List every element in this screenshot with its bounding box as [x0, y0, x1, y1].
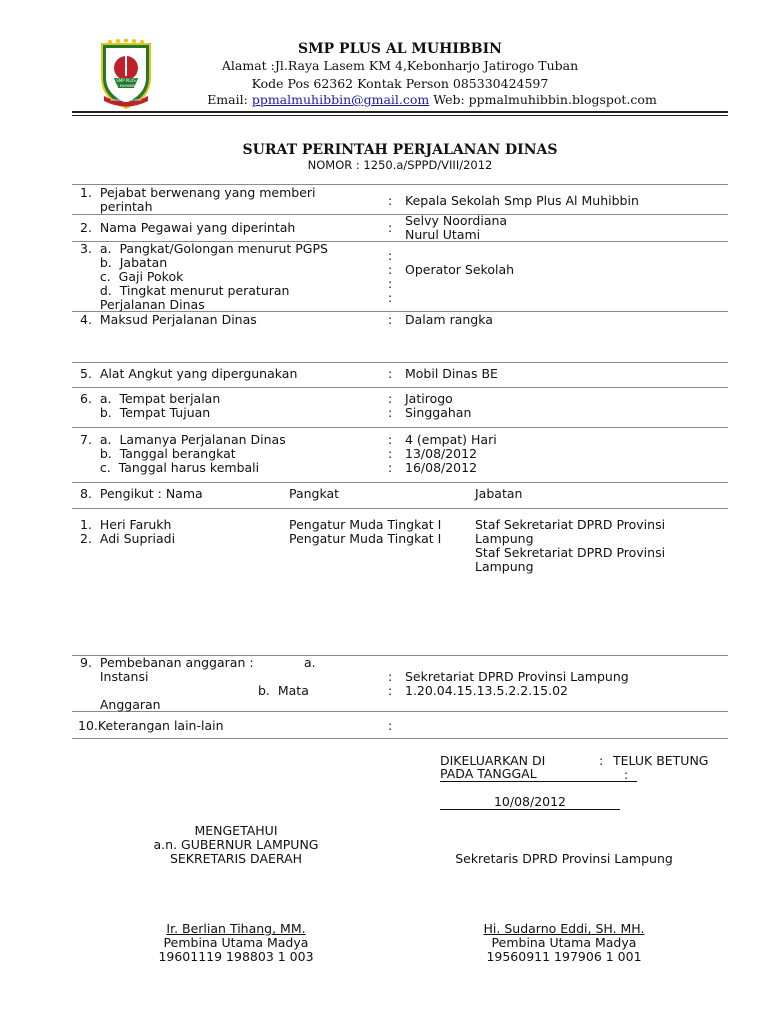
row-divider: [72, 387, 728, 388]
row7-a: 7. a. Lamanya Perjalanan Dinas: [80, 432, 286, 447]
row5-value: Mobil Dinas BE: [405, 366, 498, 381]
row7-value-a: 4 (empat) Hari: [405, 432, 497, 447]
row-divider: [72, 508, 728, 509]
row7-sep-b: :: [388, 446, 393, 461]
row9-value-b: 1.20.04.15.13.5.2.2.15.02: [405, 683, 569, 698]
issued-date-label: [440, 767, 637, 782]
row10-sep: :: [388, 718, 393, 733]
document-number: NOMOR : 1250.a/SPPD/VIII/2012: [307, 158, 493, 172]
row2-sep: :: [388, 220, 393, 235]
svg-text:AL MUHIBBIN: AL MUHIBBIN: [114, 84, 138, 88]
email-link[interactable]: ppmalmuhibbin@gmail.com: [251, 92, 430, 107]
letterhead-rule: [72, 111, 728, 113]
row10-label: 10.Keterangan lain-lain: [78, 718, 224, 733]
school-email-web: [0, 92, 768, 107]
issued-place-label: DIKELUARKAN DI: [440, 753, 546, 768]
email-label: Email:: [207, 92, 252, 107]
row3-sep-d: :: [388, 290, 393, 305]
row-divider: [72, 214, 728, 215]
row9-line1-a: a.: [304, 655, 316, 670]
document-title: SURAT PERINTAH PERJALANAN DINAS: [242, 142, 558, 158]
row9-line3: b. Mata: [258, 683, 309, 698]
left-sign-nip: 19601119 198803 1 003: [158, 949, 314, 964]
row8-col-jabatan: Jabatan: [475, 486, 523, 501]
issued-date-label-text: PADA TANGGAL: [440, 766, 537, 781]
row2-value-1: Selvy Noordiana: [405, 213, 508, 228]
row5-sep: :: [388, 366, 393, 381]
row3-value: Operator Sekolah: [405, 262, 515, 277]
follower-position-cont: Lampung: [475, 531, 534, 546]
row4-sep: :: [388, 312, 393, 327]
web-text: Web: ppmalmuhibbin.blogspot.com: [429, 92, 657, 107]
row1-label: 1. Pejabat berwenang yang memberi: [80, 185, 316, 200]
issued-place-sep: :: [599, 753, 604, 768]
row2-value-2: Nurul Utami: [405, 227, 481, 242]
row-divider: [72, 482, 728, 483]
row3-sep-a: :: [388, 248, 393, 263]
row7-sep-a: :: [388, 432, 393, 447]
row1-label-cont: perintah: [80, 199, 153, 214]
row-divider: [72, 362, 728, 363]
row3-a: 3. a. Pangkat/Golongan menurut PGPS: [80, 241, 328, 256]
row8-col-pangkat: Pangkat: [289, 486, 340, 501]
row5-label: 5. Alat Angkut yang dipergunakan: [80, 366, 298, 381]
right-sign-nip: 19560911 197906 1 001: [486, 949, 642, 964]
right-sign-rank: Pembina Utama Madya: [491, 935, 637, 950]
row6-b: b. Tempat Tujuan: [80, 405, 211, 420]
follower-name: 2. Adi Supriadi: [80, 531, 176, 546]
row9-value-a: Sekretariat DPRD Provinsi Lampung: [405, 669, 629, 684]
row9-line4: Anggaran: [80, 697, 161, 712]
row7-sep-c: :: [388, 460, 393, 475]
row4-value: Dalam rangka: [405, 312, 493, 327]
school-name: SMP PLUS AL MUHIBBIN: [298, 41, 502, 57]
row7-value-c: 16/08/2012: [405, 460, 478, 475]
issued-date-value-text: 10/08/2012: [493, 794, 567, 809]
issued-place-value: TELUK BETUNG: [613, 753, 709, 768]
row7-value-b: 13/08/2012: [405, 446, 478, 461]
row3-sep-c: :: [388, 276, 393, 291]
row-divider: [72, 427, 728, 428]
left-sign-name: Ir. Berlian Tihang, MM.: [166, 921, 306, 936]
row3-d: d. Tingkat menurut peraturan: [80, 283, 290, 298]
issued-date-value: [440, 795, 620, 810]
row3-sep-b: :: [388, 262, 393, 277]
row9-sep-b: :: [388, 683, 393, 698]
row2-label: 2. Nama Pegawai yang diperintah: [80, 220, 296, 235]
follower-position: Staf Sekretariat DPRD Provinsi: [475, 517, 666, 532]
row6-sep-b: :: [388, 405, 393, 420]
follower-rank: Pengatur Muda Tingkat I: [289, 531, 442, 546]
school-contact: Kode Pos 62362 Kontak Person 085330424597: [251, 76, 549, 91]
row8-label: 8. Pengikut : Nama: [80, 486, 203, 501]
row-divider: [72, 711, 728, 712]
row9-line2: Instansi: [80, 669, 149, 684]
left-sign-rank: Pembina Utama Madya: [163, 935, 309, 950]
svg-text:SMP PLUS: SMP PLUS: [116, 78, 136, 83]
row3-b: b. Jabatan: [80, 255, 168, 270]
school-address: Alamat :Jl.Raya Lasem KM 4,Kebonharjo Jatirogo Tuban: [221, 58, 579, 73]
letterhead-rule-thin: [72, 115, 728, 116]
follower-position: Staf Sekretariat DPRD Provinsi: [475, 545, 666, 560]
row3-d-cont: Perjalanan Dinas: [80, 297, 205, 312]
row9-sep-a: :: [388, 669, 393, 684]
row4-label: 4. Maksud Perjalanan Dinas: [80, 312, 257, 327]
row6-value-b: Singgahan: [405, 405, 472, 420]
row7-c: c. Tanggal harus kembali: [80, 460, 260, 475]
row-divider: [72, 738, 728, 739]
left-sign-l3: SEKRETARIS DAERAH: [169, 851, 303, 866]
left-sign-l1: MENGETAHUI: [194, 823, 278, 838]
svg-text:PESANTREN AL MUH: PESANTREN AL MUH: [110, 98, 142, 102]
right-sign-title: Sekretaris DPRD Provinsi Lampung: [455, 851, 673, 866]
row3-c: c. Gaji Pokok: [80, 269, 184, 284]
row6-value-a: Jatirogo: [405, 391, 453, 406]
row9-line1: 9. Pembebanan anggaran :: [80, 655, 254, 670]
issued-date-sep: :: [624, 767, 629, 782]
row6-a: 6. a. Tempat berjalan: [80, 391, 221, 406]
follower-position-cont: Lampung: [475, 559, 534, 574]
row1-value: Kepala Sekolah Smp Plus Al Muhibbin: [405, 193, 639, 208]
left-sign-l2: a.n. GUBERNUR LAMPUNG: [153, 837, 319, 852]
row1-sep: :: [388, 193, 393, 208]
right-sign-name: Hi. Sudarno Eddi, SH. MH.: [483, 921, 645, 936]
follower-rank: Pengatur Muda Tingkat I: [289, 517, 442, 532]
row6-sep-a: :: [388, 391, 393, 406]
follower-name: 1. Heri Farukh: [80, 517, 172, 532]
row7-b: b. Tanggal berangkat: [80, 446, 236, 461]
